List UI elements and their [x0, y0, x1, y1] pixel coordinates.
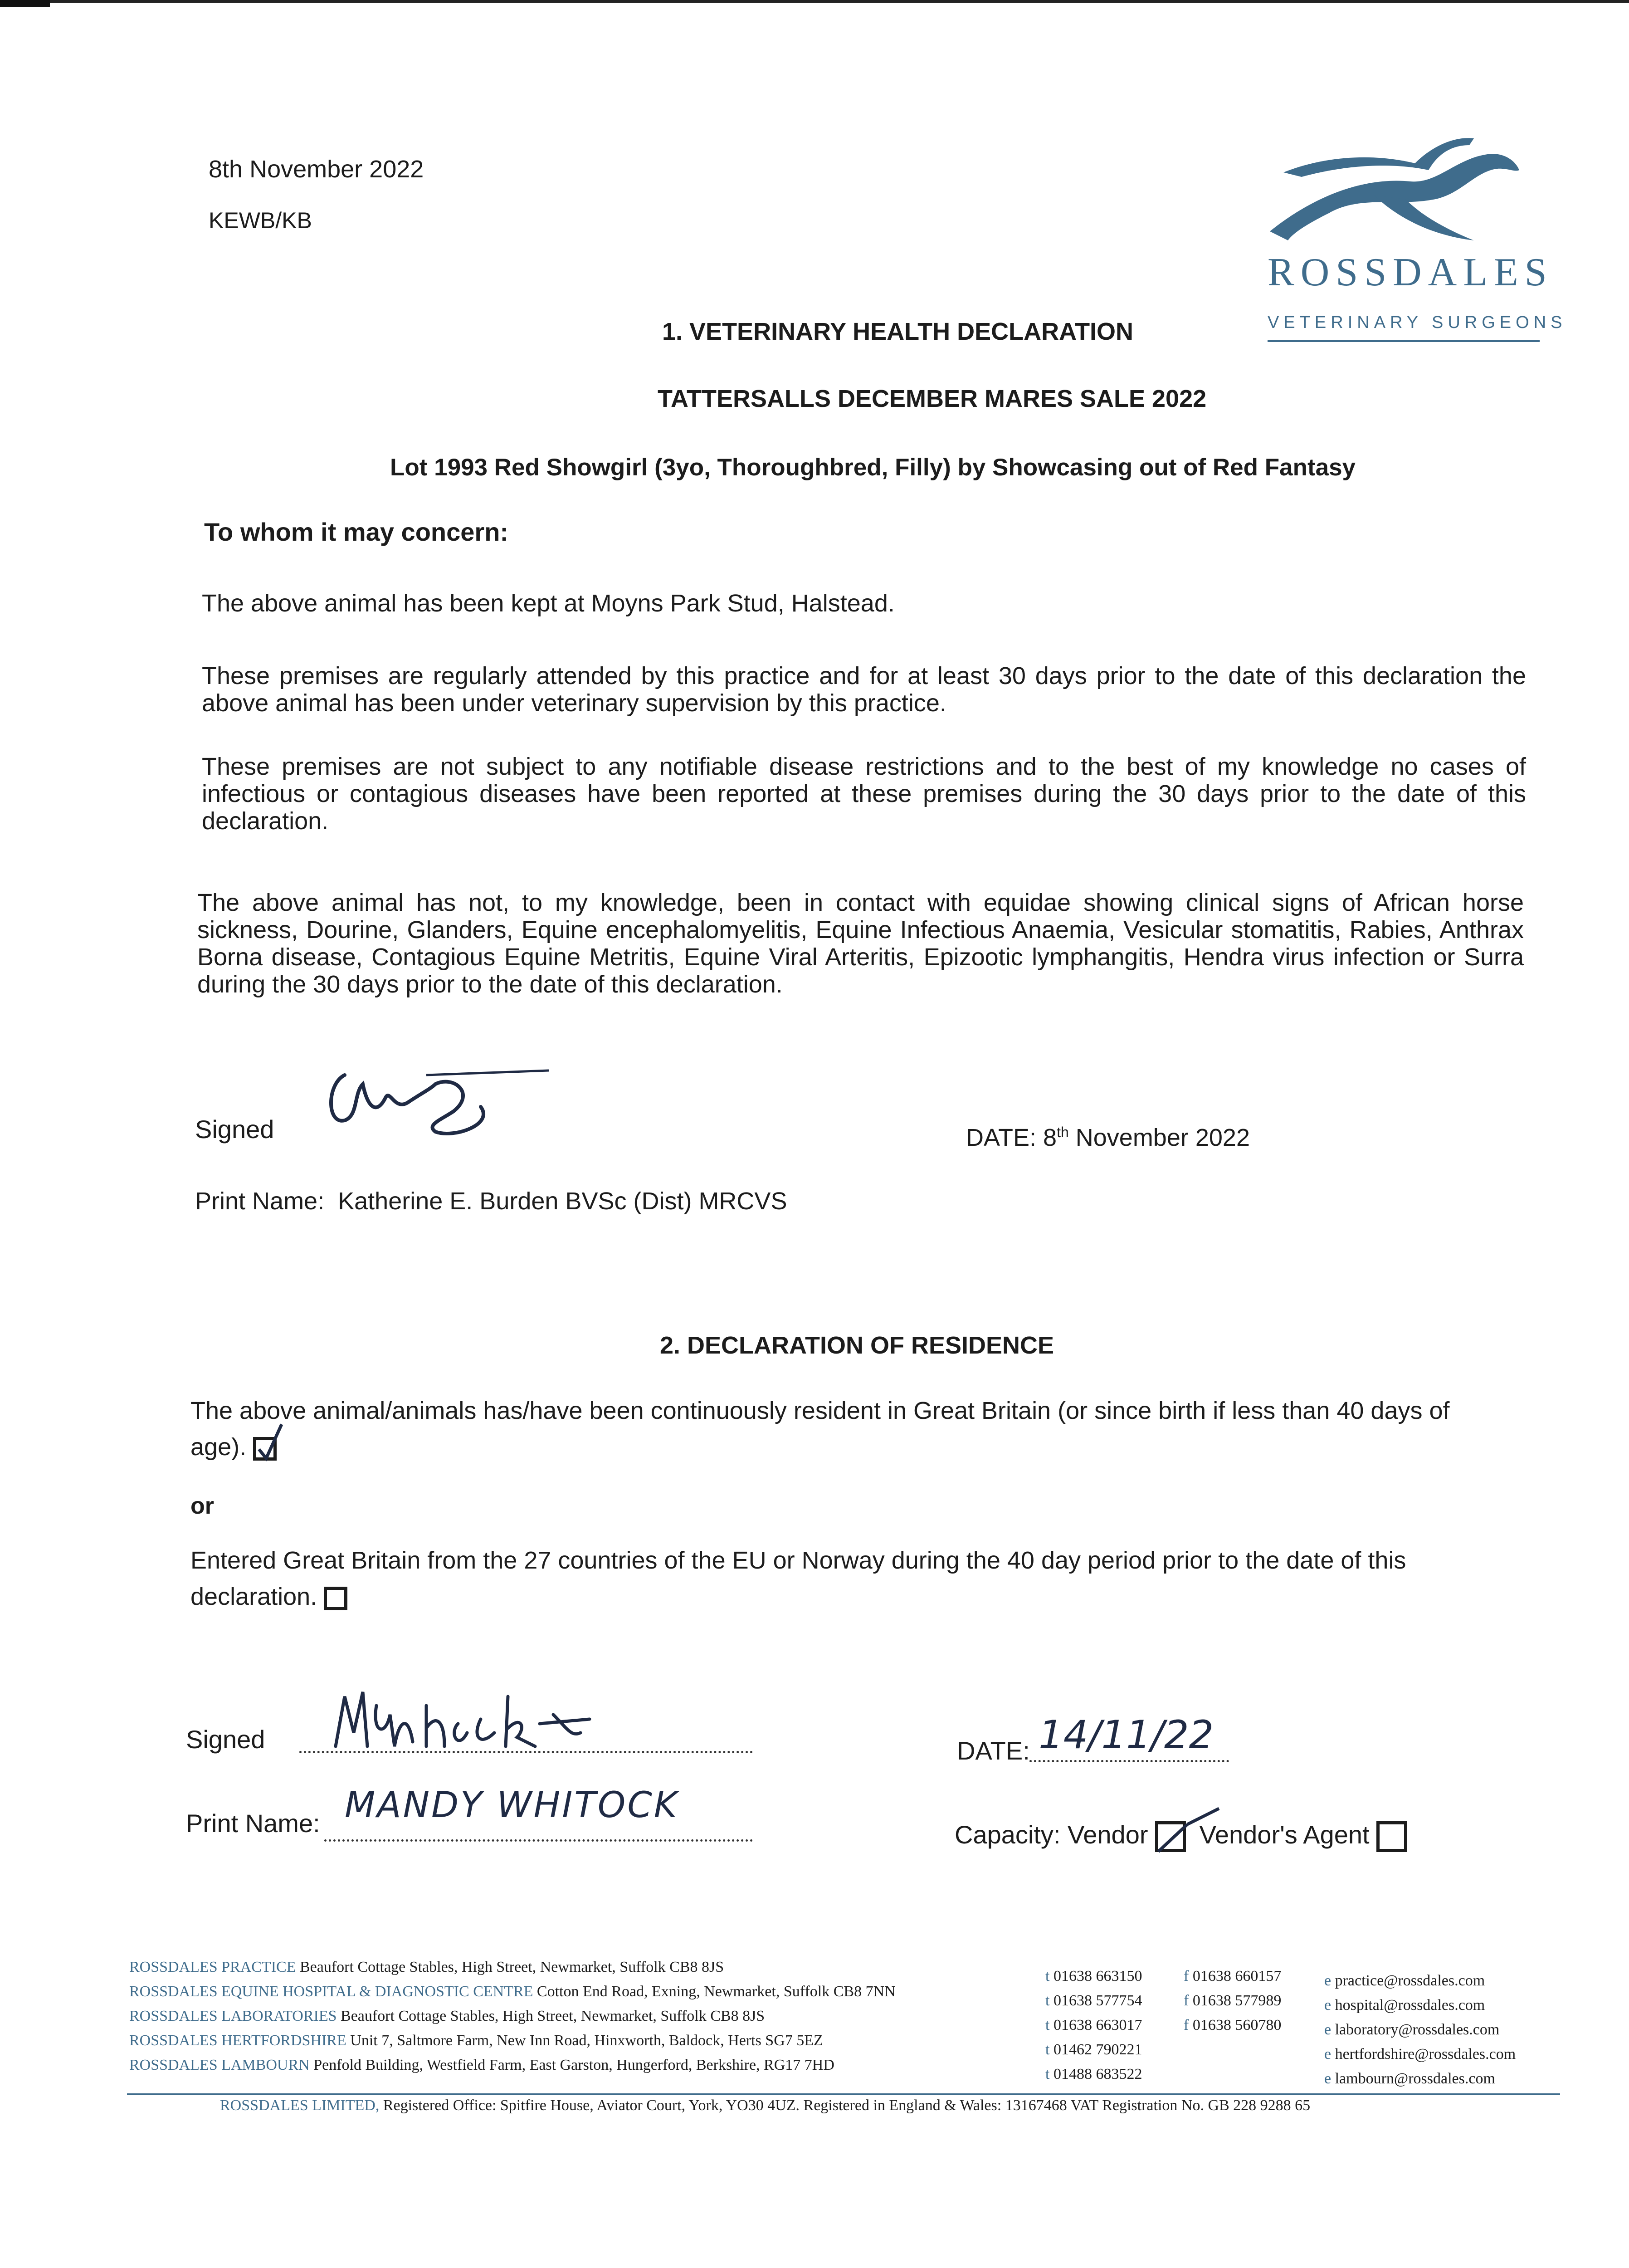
salutation: To whom it may concern: [204, 518, 509, 546]
registered-text: Registered Office: Spitfire House, Aviator Court, York, YO30 4UZ. Registered in England & Wales: 13167468 VAT Registration No. GB 228 9288 65 [379, 2097, 1311, 2114]
fax-prefix: f [1184, 1992, 1189, 2009]
vendor-print-name-line [324, 1839, 753, 1842]
paragraph-supervision: These premises are regularly attended by this practice and for at least 30 days prior to the date of this declaration the above animal has been under veterinary supervision by this practice. [202, 662, 1526, 717]
office-address: Cotton End Road, Exning, Newmarket, Suffolk CB8 7NN [536, 1983, 896, 2000]
option1-checkbox[interactable] [253, 1437, 277, 1461]
paragraph-contact: The above animal has not, to my knowledge, been in contact with equidae showing clinical signs of African horse sickness, Dourine, Glanders, Equine encephalomyelitis, Equine Infectious Anaemia, Vesicular stomatitis, Rabies, Anthrax Borna disease, Contagious Equine Metritis, Equine Viral Arteritis, Epizootic lymphangitis, Hendra virus infection or Surra during the 30 days prior to the date of this declaration. [197, 889, 1524, 998]
vendors-agent-checkbox[interactable] [1376, 1821, 1407, 1852]
email-prefix: e [1324, 1997, 1331, 2014]
vet-signed-label: Signed [195, 1115, 274, 1144]
office-phone: 01638 663017 [1053, 2017, 1142, 2033]
scan-corner-mark [0, 0, 50, 7]
footer-registered [220, 2093, 1310, 2118]
vendor-signature-icon [327, 1678, 653, 1755]
office-fax: 01638 660157 [1192, 1968, 1282, 1984]
office-name: ROSSDALES LABORATORIES [129, 2008, 337, 2024]
office-name: ROSSDALES EQUINE HOSPITAL & DIAGNOSTIC CENTRE [129, 1983, 533, 2000]
email-prefix: e [1324, 2021, 1331, 2038]
footer-office [129, 2028, 1059, 2053]
phone-prefix: t [1045, 1968, 1050, 1984]
capacity-vendor-label: Capacity: Vendor [955, 1820, 1148, 1849]
capacity [955, 1819, 1407, 1852]
vendor-date-line [1029, 1760, 1229, 1762]
paragraph-premises: The above animal has been kept at Moyns Park Stud, Halstead. [202, 590, 895, 617]
vet-date [966, 1123, 1250, 1154]
office-address: Unit 7, Saltmore Farm, New Inn Road, Hinxworth, Baldock, Herts SG7 5EZ [350, 2032, 823, 2049]
footer-office [129, 1980, 1059, 2004]
office-name: ROSSDALES HERTFORDSHIRE [129, 2032, 346, 2049]
or-label: or [190, 1493, 214, 1519]
office-email[interactable]: hertfordshire@rossdales.com [1335, 2046, 1516, 2063]
office-email[interactable]: practice@rossdales.com [1335, 1972, 1485, 1989]
vendor-date-label: DATE: [957, 1736, 1030, 1765]
phone-prefix: t [1045, 1992, 1050, 2009]
email-prefix: e [1324, 1972, 1331, 1989]
lot-title: Lot 1993 Red Showgirl (3yo, Thoroughbred, Filly) by Showcasing out of Red Fantasy [390, 454, 1356, 481]
footer-office [129, 2053, 1059, 2077]
vet-print-name-value: Katherine E. Burden BVSc (Dist) MRCVS [338, 1188, 787, 1215]
office-email[interactable]: hospital@rossdales.com [1335, 1997, 1485, 2014]
option2-text [190, 1542, 1451, 1615]
checkmark-icon [254, 1422, 285, 1463]
vendor-checkbox[interactable] [1155, 1821, 1186, 1852]
email-prefix: e [1324, 2070, 1331, 2087]
fax-prefix: f [1184, 2017, 1189, 2033]
rossdales-logo [1261, 127, 1553, 294]
office-address: Beaufort Cottage Stables, High Street, Newmarket, Suffolk CB8 8JS [341, 2008, 765, 2024]
vendor-signed-label: Signed [186, 1725, 265, 1754]
horse-logo-icon [1261, 127, 1533, 245]
office-email[interactable]: lambourn@rossdales.com [1335, 2070, 1495, 2087]
vendor-print-name-label: Print Name: [186, 1809, 320, 1838]
office-phone: 01462 790221 [1053, 2041, 1142, 2058]
letter-date: 8th November 2022 [209, 156, 424, 183]
office-name: ROSSDALES PRACTICE [129, 1959, 296, 1975]
email-prefix: e [1324, 2046, 1331, 2063]
scan-top-edge [0, 0, 1629, 3]
option2-checkbox[interactable] [324, 1587, 347, 1610]
vet-signature-icon [317, 1057, 553, 1139]
vet-print-name-label: Print Name: [195, 1188, 325, 1215]
office-fax: 01638 577989 [1192, 1992, 1282, 2009]
vendor-print-name-value: MANDY WHITOCK [345, 1785, 679, 1826]
letter-reference: KEWB/KB [209, 208, 312, 233]
office-phone: 01638 577754 [1053, 1992, 1142, 2009]
vendor-date-value: 14/11/22 [1039, 1712, 1214, 1758]
logo-subtitle: VETERINARY SURGEONS [1268, 313, 1567, 332]
office-email[interactable]: laboratory@rossdales.com [1335, 2021, 1500, 2038]
logo-rule [1268, 340, 1540, 342]
paragraph-restrictions: These premises are not subject to any notifiable disease restrictions and to the best of my knowledge no cases of infectious or contagious diseases have been reported at these premises during the 30 days prior to the date of this declaration. [202, 753, 1526, 835]
section2-title: 2. DECLARATION OF RESIDENCE [660, 1332, 1054, 1359]
office-phone: 01638 663150 [1053, 1968, 1142, 1984]
vendors-agent-label: Vendor's Agent [1199, 1820, 1370, 1849]
footer-phones [1045, 1964, 1181, 2087]
option1-text [190, 1393, 1451, 1465]
vet-print-name [195, 1186, 787, 1217]
phone-prefix: t [1045, 2041, 1050, 2058]
office-address: Beaufort Cottage Stables, High Street, Newmarket, Suffolk CB8 8JS [299, 1959, 724, 1975]
option1-label: The above animal/animals has/have been continuously resident in Great Britain (or since birth if less than 40 days of age). [190, 1397, 1450, 1461]
footer-faxes [1184, 1964, 1320, 2038]
office-phone: 01488 683522 [1053, 2066, 1142, 2082]
footer-office [129, 1955, 1059, 1980]
office-fax: 01638 560780 [1192, 2017, 1282, 2033]
registered-name: ROSSDALES LIMITED, [220, 2097, 380, 2114]
fax-prefix: f [1184, 1968, 1189, 1984]
footer-emails [1324, 1969, 1560, 2091]
vet-date-sup: th [1057, 1124, 1069, 1140]
section1-title: 1. VETERINARY HEALTH DECLARATION [662, 318, 1134, 345]
option2-label: Entered Great Britain from the 27 countries of the EU or Norway during the 40 day period prior to the date of this declaration. [190, 1547, 1406, 1610]
phone-prefix: t [1045, 2017, 1050, 2033]
office-address: Penfold Building, Westfield Farm, East Garston, Hungerford, Berkshire, RG17 7HD [313, 2057, 834, 2073]
footer-offices [129, 1955, 1059, 2077]
checkmark-icon [1156, 1806, 1224, 1856]
logo-name: ROSSDALES [1268, 250, 1553, 294]
sale-title: TATTERSALLS DECEMBER MARES SALE 2022 [658, 385, 1207, 412]
phone-prefix: t [1045, 2066, 1050, 2082]
vet-date-label: DATE: 8 [966, 1124, 1057, 1151]
office-name: ROSSDALES LAMBOURN [129, 2057, 310, 2073]
footer-office [129, 2004, 1059, 2028]
vet-date-rest: November 2022 [1068, 1124, 1250, 1151]
